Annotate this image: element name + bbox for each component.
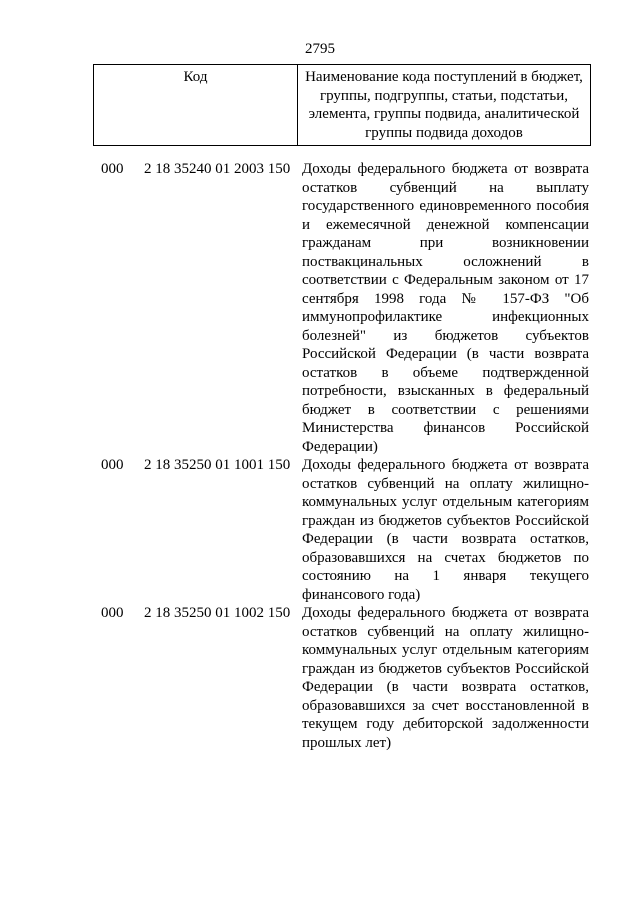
admin-code: 000: [101, 605, 124, 621]
page-number: 2795: [305, 41, 335, 57]
table-row: [0, 604, 640, 752]
table-row: [0, 160, 640, 456]
admin-code: 000: [101, 457, 124, 473]
header-code-column: Код: [94, 65, 298, 145]
income-code: 2 18 35250 01 1001 150: [144, 457, 291, 473]
admin-code: 000: [101, 161, 124, 177]
income-description: Доходы федерального бюджета от возврата остатков субвенций на оплату жилищно-коммунальных услуг отдельным категориям граждан из бюджетов субъектов Российской Федерации (в части возврата остатков, образовавшихся на счетах бюджетов по состоянию на 1 января текущего финансового года): [302, 457, 589, 603]
income-description: Доходы федерального бюджета от возврата остатков субвенций на выплату государственного единовременного пособия и ежемесячной денежной компенсации гражданам при возникновении поствакцинальных осложнений в соответствии с Федеральным законом от 17 сентября 1998 года № 157-ФЗ "Об иммунопрофилактике инфекционных болезней" из бюджетов субъектов Российской Федерации (в части возврата остатков в объеме подтвержденной потребности, взысканных в федеральный бюджет в соответствии с решениями Министерства финансов Российской Федерации): [302, 161, 589, 455]
income-description: Доходы федерального бюджета от возврата остатков субвенций на оплату жилищно-коммунальных услуг отдельным категориям граждан из бюджетов субъектов Российской Федерации (в части возврата остатков, образовавшихся за счет восстановленной в текущем году дебиторской задолженности прошлых лет): [302, 605, 589, 751]
table-header: [93, 64, 591, 146]
income-code: 2 18 35240 01 2003 150: [144, 161, 291, 177]
table-body: [0, 160, 640, 752]
table-row: [0, 456, 640, 604]
header-name-column: Наименование кода поступлений в бюджет, группы, подгруппы, статьи, подстатьи, элемента, группы подвида, аналитической группы подвида доходов: [305, 69, 583, 141]
income-code: 2 18 35250 01 1002 150: [144, 605, 291, 621]
